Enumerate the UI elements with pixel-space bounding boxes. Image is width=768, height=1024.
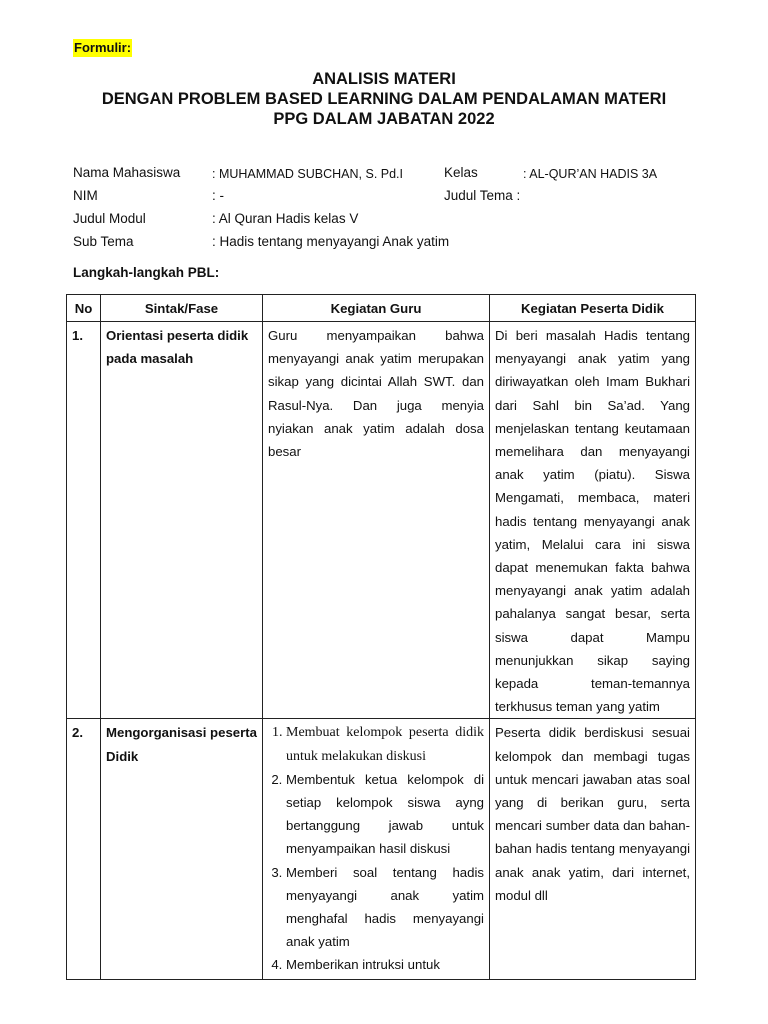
table-row: [67, 322, 696, 719]
nim-label: NIM: [73, 188, 98, 203]
nim-value: : -: [212, 188, 224, 203]
nama-value: : MUHAMMAD SUBCHAN, S. Pd.I: [212, 167, 403, 181]
header-no: No: [67, 295, 101, 322]
judul-modul-label: Judul Modul: [73, 211, 146, 226]
header-kegiatan-peserta: Kegiatan Peserta Didik: [490, 295, 696, 322]
judul-modul-value: : Al Quran Hadis kelas V: [212, 211, 359, 226]
row-kegiatan-peserta: Peserta didik berdiskusi sesuai kelompok dan membagi tugas untuk mencari jawaban atas soal yang di berikan guru, serta mencari sumber data dan bahan-bahan hadis tentang menyayangi anak anak yatim, dari internet, modul dll: [490, 719, 696, 980]
title-line-3: PPG DALAM JABATAN 2022: [273, 110, 495, 128]
header-sintak: Sintak/Fase: [101, 295, 263, 322]
document-title: [0, 69, 768, 129]
row-number: 2.: [67, 719, 101, 980]
title-line-1: ANALISIS MATERI: [312, 70, 456, 88]
list-item: 2. Membentuk ketua kelompok di setiap kelompok siswa ayng bertanggung jawab untuk menyampaikan hasil diskusi: [286, 768, 484, 861]
guru-list-clip: [268, 721, 484, 977]
row-kegiatan-guru: Guru menyampaikan bahwa menyayangi anak yatim merupakan sikap yang dicintai Allah SWT. dan Rasul-Nya. Dan juga menyia nyiakan anak yatim adalah dosa besar: [263, 322, 490, 719]
row-number: 1.: [67, 322, 101, 719]
guru-activity-list: [268, 721, 484, 976]
table-row: [67, 719, 696, 980]
langkah-pbl-heading: Langkah-langkah PBL:: [73, 265, 220, 280]
row-kegiatan-peserta: Di beri masalah Hadis tentang menyayangi anak yatim yang diriwayatkan oleh Imam Bukhari dari Sahl bin Sa’ad. Yang menjelaskan tentang keutamaan memelihara dan menyayangi anak yatim (piatu). Siswa Mengamati, membaca, materi hadis tentang menyayangi anak yatim, Melalui cara ini siswa dapat menemukan fakta bahwa menyayangi anak yatim adalah pahalanya sangat besar, serta siswa dapat Mampu menunjukkan sikap saying kepada teman-temannya terkhusus teman yang yatim: [490, 322, 696, 719]
kelas-label: Kelas: [444, 165, 478, 180]
judul-tema-label: Judul Tema :: [444, 188, 521, 203]
nama-label: Nama Mahasiswa: [73, 165, 181, 180]
header-kegiatan-guru: Kegiatan Guru: [263, 295, 490, 322]
list-item: 1. Membuat kelompok peserta didik untuk melakukan diskusi: [286, 721, 484, 767]
row-phase: Orientasi peserta didik pada masalah: [101, 322, 263, 719]
table-header-row: [67, 295, 696, 322]
pbl-table: [66, 294, 696, 980]
form-label: Formulir:: [74, 40, 132, 55]
sub-tema-label: Sub Tema: [73, 234, 134, 249]
row-phase: Mengorganisasi peserta Didik: [101, 719, 263, 980]
list-item: 3. Memberi soal tentang hadis menyayangi anak yatim menghafal hadis menyayangi anak yatim: [286, 861, 484, 954]
sub-tema-value: : Hadis tentang menyayangi Anak yatim: [212, 234, 450, 249]
row-kegiatan-guru: [263, 719, 490, 980]
kelas-value: : AL-QUR’AN HADIS 3A: [523, 167, 658, 181]
title-line-2: DENGAN PROBLEM BASED LEARNING DALAM PENDALAMAN MATERI: [101, 90, 667, 108]
list-item: 4. Memberikan intruksi untuk: [286, 953, 484, 976]
